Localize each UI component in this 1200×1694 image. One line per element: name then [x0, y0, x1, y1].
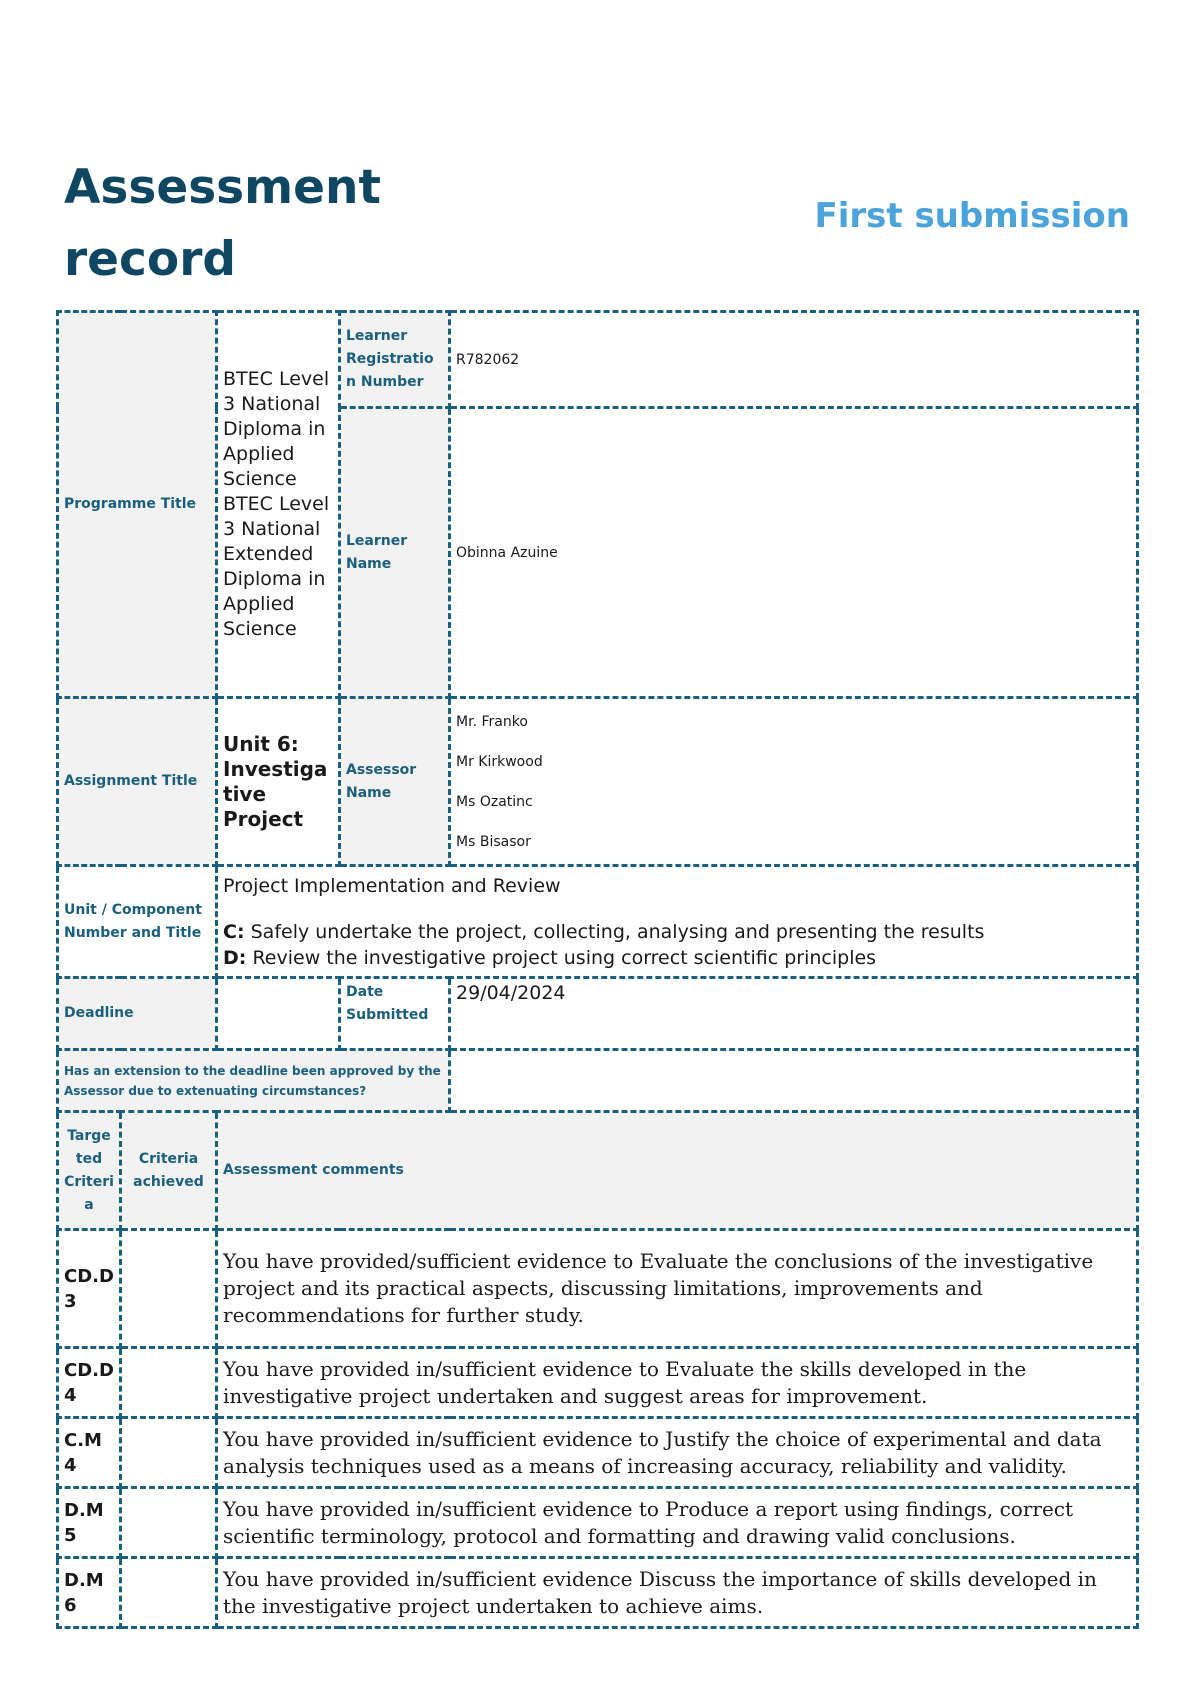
table-row: [58, 1348, 1138, 1418]
criteria-code: D.M5: [58, 1488, 121, 1558]
date-submitted-label: Date Submitted: [340, 978, 450, 1050]
unit-component-aim-c: C: Safely undertake the project, collecting, analysing and presenting the results: [223, 920, 985, 943]
criteria-code: D.M6: [58, 1558, 121, 1628]
criteria-achieved: [121, 1348, 217, 1418]
programme-title-value: BTEC Level 3 National Diploma in Applied Science BTEC Level 3 National Extended Diploma in Applied Science: [217, 312, 340, 698]
assignment-title-value: Unit 6: Investigative Project: [217, 698, 340, 866]
criteria-achieved: [121, 1230, 217, 1348]
table-row: [58, 1488, 1138, 1558]
criteria-achieved-header: Criteria achieved: [121, 1112, 217, 1230]
unit-component-heading: Project Implementation and Review: [223, 874, 561, 897]
criteria-code: C.M4: [58, 1418, 121, 1488]
criteria-achieved: [121, 1418, 217, 1488]
criteria-achieved: [121, 1558, 217, 1628]
programme-title-label: Programme Title: [58, 312, 217, 698]
criteria-achieved: [121, 1488, 217, 1558]
row-assignment: [58, 698, 1138, 866]
targeted-criteria-header: Targeted Criteria: [58, 1112, 121, 1230]
row-deadline: [58, 978, 1138, 1050]
learner-name-value: Obinna Azuine: [450, 408, 1138, 698]
assessor-name-item: Ms Bisasor: [456, 833, 531, 850]
unit-component-aim-d: D: Review the investigative project using correct scientific principles: [223, 946, 877, 969]
deadline-value: [217, 978, 340, 1050]
extension-question: Has an extension to the deadline been approved by the Assessor due to extenuating circumstances?: [58, 1050, 450, 1112]
table-row: [58, 1418, 1138, 1488]
extension-answer: [450, 1050, 1138, 1112]
assessment-comment: You have provided in/sufficient evidence to Evaluate the skills developed in the investigative project undertaken and suggest areas for improvement.: [217, 1348, 1138, 1418]
criteria-code: CD.D4: [58, 1348, 121, 1418]
assessor-name-item: Ms Ozatinc: [456, 793, 533, 810]
assessment-comment: You have provided in/sufficient evidence to Justify the choice of experimental and data analysis techniques used as a means of increasing accuracy, reliability and validity.: [217, 1418, 1138, 1488]
deadline-label: Deadline: [58, 978, 217, 1050]
assessment-comment: You have provided in/sufficient evidence Discuss the importance of skills developed in the investigative project undertaken to achieve aims.: [217, 1558, 1138, 1628]
assessment-comment: You have provided in/sufficient evidence to Produce a report using findings, correct scientific terminology, protocol and formatting and drawing valid conclusions.: [217, 1488, 1138, 1558]
assessment-comment: You have provided/sufficient evidence to Evaluate the conclusions of the investigative project and its practical aspects, discussing limitations, improvements and recommendations for further study.: [217, 1230, 1138, 1348]
assessor-name-label: Assessor Name: [340, 698, 450, 866]
learner-registration-label: Learner Registration Number: [340, 312, 450, 408]
submission-status: First submission: [814, 196, 1130, 236]
page-title: Assessment record: [64, 160, 381, 287]
unit-component-label: Unit / Component Number and Title: [58, 866, 217, 978]
unit-component-value: [217, 866, 1138, 978]
learner-name-label: Learner Name: [340, 408, 450, 698]
assignment-title-label: Assignment Title: [58, 698, 217, 866]
learner-registration-value: R782062: [450, 312, 1138, 408]
table-row: [58, 1558, 1138, 1628]
row-unit-component: [58, 866, 1138, 978]
table-row: [58, 1230, 1138, 1348]
assessment-record-table: [56, 310, 1139, 1629]
assessor-name-item: Mr. Franko: [456, 713, 528, 730]
criteria-code: CD.D3: [58, 1230, 121, 1348]
row-programme: [58, 312, 1138, 408]
assessment-comments-header: Assessment comments: [217, 1112, 1138, 1230]
row-extension: [58, 1050, 1138, 1112]
date-submitted-value: 29/04/2024: [450, 978, 1138, 1050]
assessor-name-item: Mr Kirkwood: [456, 753, 543, 770]
row-criteria-header: [58, 1112, 1138, 1230]
assessor-names: [450, 698, 1138, 866]
